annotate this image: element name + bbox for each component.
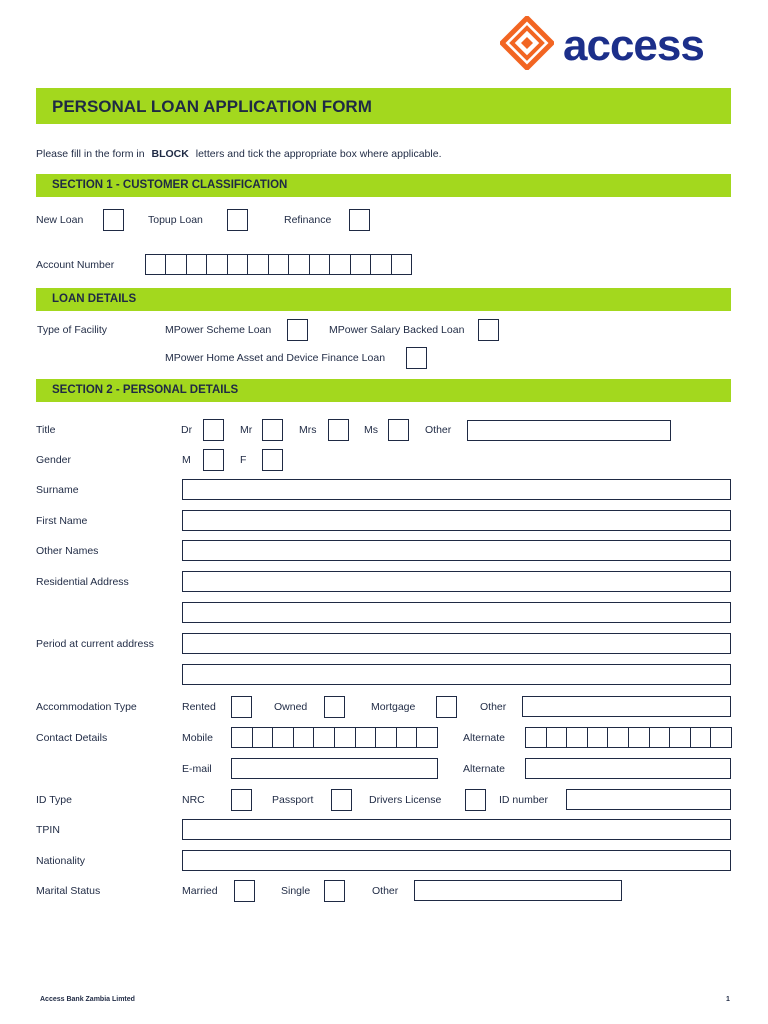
topup-loan-checkbox[interactable]	[227, 209, 248, 231]
tpin-label: TPIN	[36, 824, 60, 836]
surname-label: Surname	[36, 484, 79, 496]
id-nrc-checkbox[interactable]	[231, 789, 252, 811]
marital-single-label: Single	[281, 885, 311, 897]
tpin-field[interactable]	[182, 819, 731, 840]
form-title: PERSONAL LOAN APPLICATION FORM	[52, 97, 372, 116]
accommodation-other-label: Other	[480, 701, 507, 713]
title-other-label: Other	[425, 424, 452, 436]
accommodation-type-label: Accommodation Type	[36, 701, 137, 713]
account-number-field[interactable]	[145, 254, 412, 275]
mpower-salary-label: MPower Salary Backed Loan	[329, 324, 465, 336]
section1-band	[36, 174, 731, 197]
gender-label: Gender	[36, 454, 72, 466]
gender-f-checkbox[interactable]	[262, 449, 283, 471]
intro-bold: BLOCK	[151, 148, 189, 160]
accommodation-rented-checkbox[interactable]	[231, 696, 252, 718]
loan-details-band	[36, 288, 731, 311]
gender-m-label: M	[182, 454, 191, 466]
title-ms-label: Ms	[364, 424, 378, 436]
nationality-field[interactable]	[182, 850, 731, 871]
id-number-label: ID number	[499, 794, 549, 806]
title-other-field[interactable]	[467, 420, 671, 441]
residential-address-field-1[interactable]	[182, 571, 731, 592]
marital-single-checkbox[interactable]	[324, 880, 345, 902]
first-name-field[interactable]	[182, 510, 731, 531]
accommodation-rented-label: Rented	[182, 701, 216, 713]
id-drivers-license-checkbox[interactable]	[465, 789, 486, 811]
title-mrs-label: Mrs	[299, 424, 317, 436]
residential-address-label: Residential Address	[36, 576, 129, 588]
accommodation-mortgage-label: Mortgage	[371, 701, 416, 713]
email-label: E-mail	[182, 763, 212, 775]
title-label: Title	[36, 424, 56, 436]
title-dr-checkbox[interactable]	[203, 419, 224, 441]
new-loan-label: New Loan	[36, 214, 84, 226]
other-names-field[interactable]	[182, 540, 731, 561]
title-ms-checkbox[interactable]	[388, 419, 409, 441]
id-type-label: ID Type	[36, 794, 72, 806]
alternate-email-label: Alternate	[463, 763, 506, 775]
residential-address-field-2[interactable]	[182, 602, 731, 623]
account-number-label: Account Number	[36, 259, 115, 271]
period-at-address-field-2[interactable]	[182, 664, 731, 685]
gender-f-label: F	[240, 454, 247, 466]
email-field[interactable]	[231, 758, 438, 779]
accommodation-owned-checkbox[interactable]	[324, 696, 345, 718]
other-names-label: Other Names	[36, 545, 99, 557]
mpower-salary-checkbox[interactable]	[478, 319, 499, 341]
brand-name: access	[563, 21, 704, 70]
surname-field[interactable]	[182, 479, 731, 500]
title-dr-label: Dr	[181, 424, 193, 436]
section2-title: SECTION 2 - PERSONAL DETAILS	[52, 384, 239, 396]
gender-m-checkbox[interactable]	[203, 449, 224, 471]
period-at-address-label: Period at current address	[36, 638, 154, 650]
mpower-scheme-checkbox[interactable]	[287, 319, 308, 341]
marital-other-field[interactable]	[414, 880, 622, 901]
alternate-email-field[interactable]	[525, 758, 731, 779]
marital-married-label: Married	[182, 885, 218, 897]
title-mr-label: Mr	[240, 424, 253, 436]
refinance-label: Refinance	[284, 214, 332, 226]
mpower-home-checkbox[interactable]	[406, 347, 427, 369]
section1-title: SECTION 1 - CUSTOMER CLASSIFICATION	[52, 179, 288, 191]
alternate-label: Alternate	[463, 732, 506, 744]
mpower-scheme-label: MPower Scheme Loan	[165, 324, 272, 336]
section2-band	[36, 379, 731, 402]
new-loan-checkbox[interactable]	[103, 209, 124, 231]
accommodation-mortgage-checkbox[interactable]	[436, 696, 457, 718]
footer-company: Access Bank Zambia Limted	[40, 996, 135, 1003]
title-mr-checkbox[interactable]	[262, 419, 283, 441]
marital-status-label: Marital Status	[36, 885, 101, 897]
accommodation-other-field[interactable]	[522, 696, 731, 717]
contact-details-label: Contact Details	[36, 732, 108, 744]
id-nrc-label: NRC	[182, 794, 205, 806]
first-name-label: First Name	[36, 515, 88, 527]
id-drivers-license-label: Drivers License	[369, 794, 442, 806]
id-number-field[interactable]	[566, 789, 731, 810]
mpower-home-label: MPower Home Asset and Device Finance Loan	[165, 352, 386, 364]
marital-married-checkbox[interactable]	[234, 880, 255, 902]
title-mrs-checkbox[interactable]	[328, 419, 349, 441]
mobile-label: Mobile	[182, 732, 213, 744]
loan-details-title: LOAN DETAILS	[52, 293, 137, 305]
topup-loan-label: Topup Loan	[148, 214, 203, 226]
id-passport-checkbox[interactable]	[331, 789, 352, 811]
mobile-field[interactable]	[231, 727, 438, 748]
footer-page-number: 1	[726, 996, 730, 1003]
accommodation-owned-label: Owned	[274, 701, 308, 713]
access-logo-icon	[500, 16, 554, 70]
intro-after: letters and tick the appropriate box where applicable.	[195, 148, 442, 160]
nationality-label: Nationality	[36, 855, 86, 867]
form-title-band	[36, 88, 731, 124]
alternate-phone-field[interactable]	[525, 727, 732, 748]
marital-other-label: Other	[372, 885, 399, 897]
id-passport-label: Passport	[272, 794, 314, 806]
intro-text	[36, 147, 441, 161]
refinance-checkbox[interactable]	[349, 209, 370, 231]
period-at-address-field-1[interactable]	[182, 633, 731, 654]
intro-before: Please fill in the form in	[36, 148, 145, 160]
type-of-facility-label: Type of Facility	[37, 324, 108, 336]
